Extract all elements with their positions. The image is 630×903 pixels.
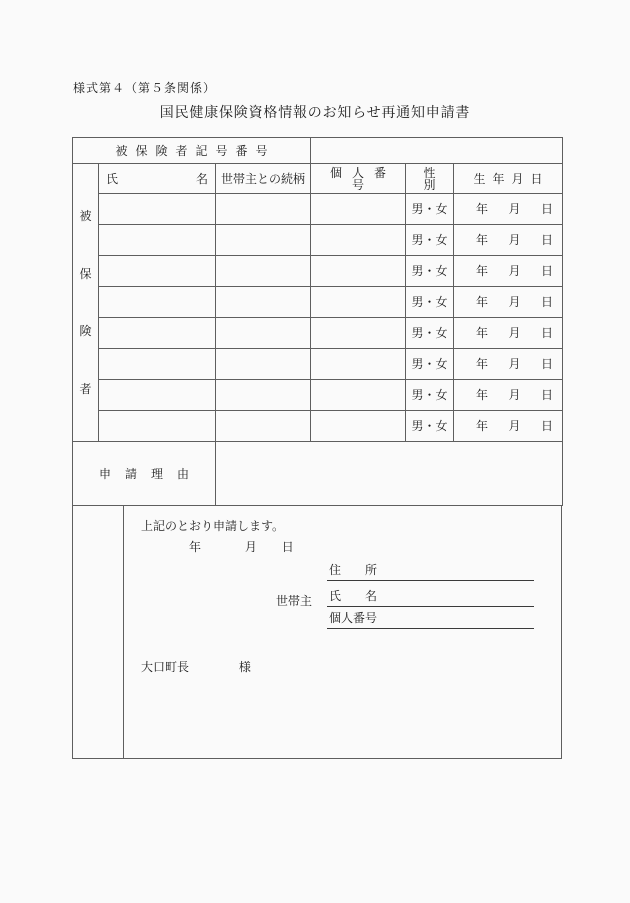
reason-value-cell [216,442,563,506]
relationship-cell [216,380,311,411]
name-cell [99,256,216,287]
month-label: 月 [508,264,521,278]
sex-options: 男・女 [406,349,454,380]
personal-number-field [327,607,534,629]
name-cell [99,194,216,225]
sex-options: 男・女 [406,318,454,349]
personal-number-label: 個人番号 [329,611,378,625]
address-field [327,559,534,581]
form-code: 様式第４（第５条関係） [73,81,217,95]
honorific-label: 様 [238,660,251,674]
relationship-cell [216,225,311,256]
sex-options: 男・女 [406,411,454,442]
relationship-cell [216,287,311,318]
relationship-cell [216,349,311,380]
birthdate-cell [454,380,563,411]
day-label: 日 [541,295,554,309]
name-header-left: 氏 [106,171,119,186]
year-label: 年 [476,295,489,309]
year-label: 年 [476,233,489,247]
birthdate-cell [454,318,563,349]
insured-row [73,287,563,318]
symbol-number-value-cell [311,138,563,164]
application-form [72,137,562,759]
year-label: 年 [476,202,489,216]
sex-options: 男・女 [406,287,454,318]
side-char: 険 [79,324,92,339]
symbol-number-row [73,138,563,164]
personal-number-cell [311,411,406,442]
application-table [72,137,563,506]
side-char: 保 [79,266,92,281]
relationship-cell [216,194,311,225]
month-label: 月 [508,233,521,247]
address-label: 住 所 [329,563,378,577]
application-date-line [189,541,294,553]
name-cell [99,411,216,442]
month-label: 月 [508,357,521,371]
birthdate-cell [454,287,563,318]
year-label: 年 [476,326,489,340]
insured-row [73,194,563,225]
sex-options: 男・女 [406,380,454,411]
personal-number-cell [311,256,406,287]
day-label: 日 [541,233,554,247]
year-label: 年 [189,540,202,554]
month-label: 月 [508,295,521,309]
birthdate-cell [454,194,563,225]
insured-row [73,411,563,442]
sex-header: 性別 [406,164,454,194]
side-char: 被 [79,209,92,224]
year-label: 年 [476,419,489,433]
insured-person-side-label [73,164,99,442]
personal-number-cell [311,349,406,380]
day-label: 日 [541,202,554,216]
insured-row [73,380,563,411]
personal-number-cell [311,225,406,256]
birthdate-cell [454,349,563,380]
relationship-cell [216,256,311,287]
personal-number-cell [311,194,406,225]
day-label: 日 [541,357,554,371]
reason-label: 申請理由 [73,442,216,506]
name-header-right: 名 [195,171,208,186]
relationship-header: 世帯主との続柄 [216,164,311,194]
day-label: 日 [541,326,554,340]
column-header-row [73,164,563,194]
name-cell [99,380,216,411]
sex-options: 男・女 [406,256,454,287]
name-cell [99,287,216,318]
addressee-name: 大口町長 [141,660,190,674]
sex-options: 男・女 [406,225,454,256]
day-label: 日 [541,264,554,278]
name-cell [99,225,216,256]
declaration-text: 上記のとおり申請します。 [141,519,285,533]
personal-number-cell [311,380,406,411]
insured-row [73,225,563,256]
month-label: 月 [508,388,521,402]
relationship-cell [216,411,311,442]
birthdate-header: 生年月日 [454,164,563,194]
householder-name-field [327,585,534,607]
birthdate-cell [454,225,563,256]
document-title: 国民健康保険資格情報のお知らせ再通知申請書 [159,105,471,121]
householder-label: 世帯主 [276,594,313,608]
name-header [99,164,216,194]
insured-row [73,349,563,380]
insured-row [73,318,563,349]
personal-number-cell [311,287,406,318]
month-label: 月 [508,326,521,340]
reason-row [73,442,563,506]
month-label: 月 [508,202,521,216]
year-label: 年 [476,264,489,278]
birthdate-cell [454,256,563,287]
year-label: 年 [476,388,489,402]
day-label: 日 [541,388,554,402]
symbol-number-label: 被保険者記号番号 [73,138,311,164]
name-label: 氏 名 [329,589,378,603]
sex-options: 男・女 [406,194,454,225]
personal-number-header: 個人番号 [311,164,406,194]
addressee-line [141,661,251,673]
name-cell [99,318,216,349]
name-cell [99,349,216,380]
insured-row [73,256,563,287]
day-label: 日 [541,419,554,433]
vertical-divider [123,506,124,758]
month-label: 月 [244,540,257,554]
year-label: 年 [476,357,489,371]
month-label: 月 [508,419,521,433]
personal-number-cell [311,318,406,349]
birthdate-cell [454,411,563,442]
signature-section [72,506,562,759]
relationship-cell [216,318,311,349]
day-label: 日 [281,540,294,554]
side-char: 者 [79,381,92,396]
